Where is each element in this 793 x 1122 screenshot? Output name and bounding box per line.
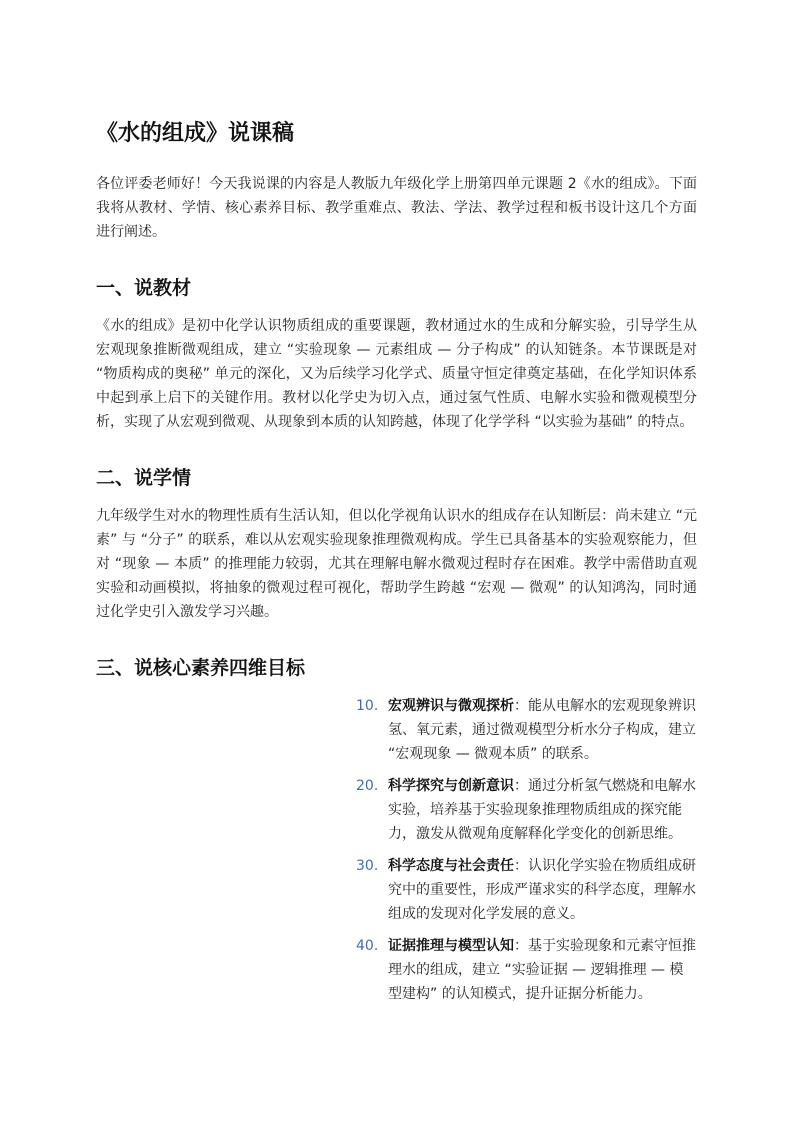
section-heading-students: 二、说学情: [96, 467, 192, 489]
section-body-textbook: 《水的组成》是初中化学认识物质组成的重要课题，教材通过水的生成和分解实验，引导学生从宏观现象推断微观组成，建立 “实验现象 — 元素组成 — 分子构成” 的认知链条。本节课既是对 “物质构成的奥秘” 单元的深化，又为后续学习化学式、质量守恒定律奠定基础，在化学知识体系中起到承上启下的关键作用。教材以化学史为切入点，通过氢气性质、电解水实验和微观模型分析，实现了从宏观到微观、从现象到本质的认知跨越，体现了化学学科 “以实验为基础” 的特点。: [96, 318, 697, 430]
intro-paragraph: 各位评委老师好！今天我说课的内容是人教版九年级化学上册第四单元课题 2《水的组成》。下面我将从教材、学情、核心素养目标、教学重难点、教法、学法、教学过程和板书设计这几个方面进行阐述。: [96, 176, 697, 240]
goal-number: 30.: [356, 858, 379, 874]
section-heading-textbook: 一、说教材: [96, 277, 192, 299]
goals-list: [96, 694, 697, 1006]
goal-term: 科学态度与社会责任: [388, 858, 514, 874]
goal-text: ：认识化学实验在物质组成研究中的重要性，形成严谨求实的科学态度，理解水组成的发现对化学发展的意义。: [388, 858, 696, 922]
document-title: 《水的组成》说课稿: [96, 121, 295, 146]
goal-number: 10.: [356, 698, 379, 714]
goal-number: 20.: [356, 778, 379, 794]
section-heading-goals: 三、说核心素养四维目标: [96, 657, 306, 679]
goal-text: ：基于实验现象和元素守恒推理水的组成，建立 “实验证据 — 逻辑推理 — 模型建构” 的认知模式，提升证据分析能力。: [388, 938, 696, 1002]
goal-term: 宏观辨识与微观探析: [388, 698, 514, 714]
goal-term: 证据推理与模型认知: [388, 938, 514, 954]
goal-item: [356, 854, 697, 926]
goal-item: [356, 934, 697, 1006]
goal-term: 科学探究与创新意识: [388, 778, 514, 794]
section-body-students: 九年级学生对水的物理性质有生活认知，但以化学视角认识水的组成存在认知断层：尚未建立 “元素” 与 “分子” 的联系，难以从宏观实验现象推理微观构成。学生已具备基本的实验观察能力，但对 “现象 — 本质” 的推理能力较弱，尤其在理解电解水微观过程时存在困难。教学中需借助直观实验和动画模拟，将抽象的微观过程可视化，帮助学生跨越 “宏观 — 微观” 的认知鸿沟，同时通过化学史引入激发学习兴趣。: [96, 508, 697, 620]
goal-item: [356, 694, 697, 766]
goal-text: ：能从电解水的宏观现象辨识氢、氧元素，通过微观模型分析水分子构成，建立 “宏观现象 — 微观本质” 的联系。: [388, 698, 696, 762]
goal-number: 40.: [356, 938, 379, 954]
goal-text: ：通过分析氢气燃烧和电解水实验，培养基于实验现象推理物质组成的探究能力，激发从微观角度解释化学变化的创新思维。: [388, 778, 696, 842]
goal-item: [356, 774, 697, 846]
